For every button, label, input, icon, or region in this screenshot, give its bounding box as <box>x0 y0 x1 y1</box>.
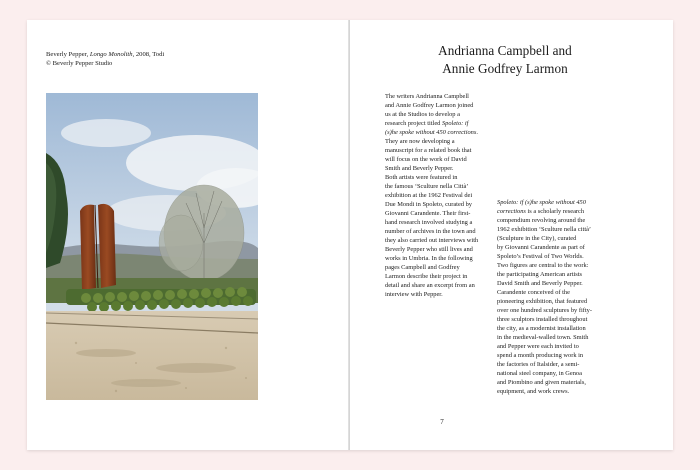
body-line: over one hundred sculptures by fifty- <box>497 306 592 314</box>
body-line: and Piombino and given materials, <box>497 378 586 386</box>
body-line: Spoleto: if (s)he spoke without 450 <box>497 199 586 206</box>
body-line: Due Mondi in Spoleto, curated by <box>385 200 472 208</box>
body-line: 1962 exhibition ‘Sculture nella città’ <box>497 225 592 233</box>
body-line: The writers Andrianna Campbell <box>385 93 469 100</box>
page-number: 7 <box>440 418 444 426</box>
body-line: Two figures are central to the work: <box>497 261 589 269</box>
body-line: the participating American artists <box>497 270 583 278</box>
sculpture-photo-drawing <box>46 93 258 400</box>
body-line: pioneering exhibition, that featured <box>497 297 588 305</box>
caption-credit: © Beverly Pepper Studio <box>46 60 113 67</box>
body-line: in the medieval-walled town. Smith <box>497 333 589 341</box>
body-line: Both artists were featured in <box>385 173 458 181</box>
title-line-1: Andrianna Campbell and <box>438 43 572 58</box>
body-line: the famous ‘Sculture nella Città’ <box>385 182 469 190</box>
body-line: detail and share an excerpt from an <box>385 281 475 289</box>
body-line: and Annie Godfrey Larmon joined <box>385 101 474 109</box>
body-line: compendium revolving around the <box>497 216 586 224</box>
body-line: Spoleto’s Festival of Two Worlds. <box>497 252 584 260</box>
body-line: number of archives in the town and <box>385 227 476 235</box>
caption-artwork-title: Longo Monolith <box>89 51 133 58</box>
caption-artist: Beverly Pepper, <box>46 51 90 58</box>
body-line: corrections is a scholarly research <box>497 207 585 215</box>
caption-line-1 <box>46 50 164 59</box>
body-line: the factories of Italsider, a semi- <box>497 360 580 368</box>
article-title <box>430 42 580 78</box>
book-gutter <box>348 20 350 450</box>
photo-caption <box>46 50 164 68</box>
body-line: Beverly Pepper who still lives and <box>385 245 473 253</box>
body-line: equipment, and work crews. <box>497 387 570 395</box>
body-line: interview with Pepper. <box>385 290 443 298</box>
body-line: research project titled Spoleto: if <box>385 119 469 127</box>
body-line: David Smith and Beverly Pepper. <box>497 279 583 287</box>
body-line: the city, as a modernist installation <box>497 324 586 332</box>
body-line: and Pepper were each invited to <box>497 342 579 350</box>
body-line: they also carried out interviews with <box>385 236 479 244</box>
body-line: will focus on the work of David <box>385 155 467 163</box>
body-line: hand research involved studying a <box>385 218 473 226</box>
body-line: national steel company, in Genoa <box>497 369 582 377</box>
title-line-2: Annie Godfrey Larmon <box>442 61 568 76</box>
body-line: Carandente conceived of the <box>497 288 570 296</box>
body-line: by Giovanni Carandente as part of <box>497 243 585 251</box>
body-line: three sculptors installed throughout <box>497 315 588 323</box>
body-line: They are now developing a <box>385 137 455 145</box>
body-line: us at the Studios to develop a <box>385 110 460 118</box>
body-line: spend a month producing work in <box>497 351 584 359</box>
body-line: manuscript for a related book that <box>385 146 472 154</box>
body-line: pages Campbell and Godfrey <box>385 263 460 271</box>
body-line: Larmon describe their project in <box>385 272 468 280</box>
body-column-left <box>385 93 489 300</box>
sculpture-photo <box>46 93 258 400</box>
body-column-right <box>497 199 599 397</box>
body-line: (Sculpture in the City), curated <box>497 234 577 242</box>
body-line: Smith and Beverly Pepper. <box>385 164 454 172</box>
body-line: (s)he spoke without 450 corrections. <box>385 128 478 136</box>
body-line: works in Umbria. In the following <box>385 254 473 262</box>
caption-year-place: , 2008, Todi <box>132 51 165 58</box>
body-line: exhibition at the 1962 Festival dei <box>385 191 473 199</box>
body-line: Giovanni Carandente. Their first- <box>385 209 471 217</box>
